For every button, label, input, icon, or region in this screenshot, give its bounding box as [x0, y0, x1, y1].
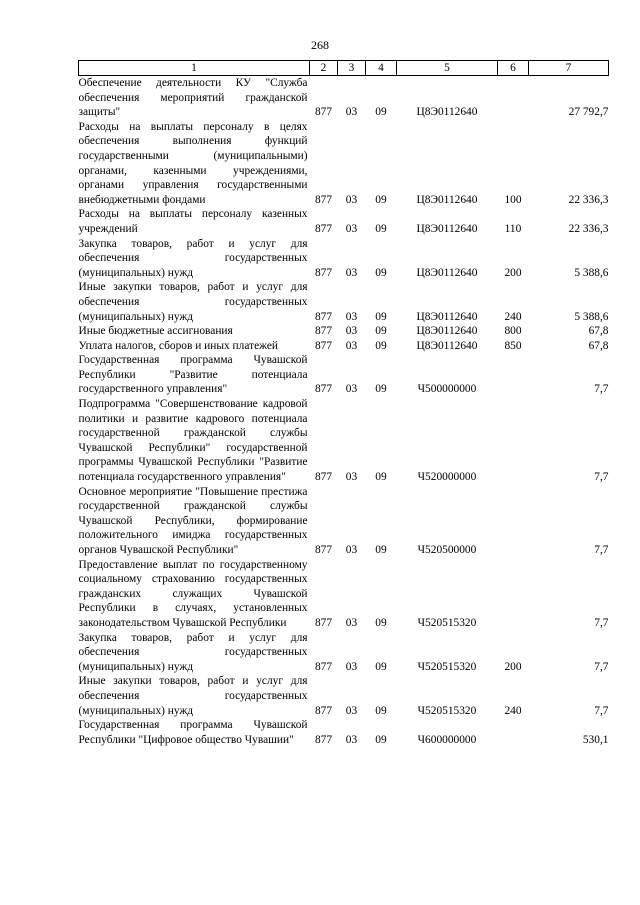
- row-ved-code: 877: [314, 471, 333, 484]
- row-target-article: Ч520000000: [417, 471, 477, 484]
- row-section-code: 03: [345, 616, 358, 629]
- row-subsection-code: 09: [375, 339, 387, 352]
- row-section-code: 03: [345, 383, 358, 396]
- table-header-row: [79, 61, 609, 76]
- header-col-1: 1: [79, 61, 310, 76]
- table-row: [79, 237, 609, 281]
- row-ved-code: 877: [314, 106, 333, 119]
- row-section-code: 03: [345, 544, 358, 556]
- row-target-article: Ч600000000: [417, 733, 477, 746]
- row-expense-type: 240: [504, 704, 522, 717]
- row-subsection-code: 09: [375, 616, 387, 629]
- page-number: 268: [311, 38, 329, 52]
- row-expense-type: [498, 558, 529, 631]
- row-expense-type: [498, 76, 529, 120]
- row-subsection-code: 09: [375, 544, 387, 556]
- budget-table: [78, 60, 609, 747]
- row-amount: 7,7: [594, 471, 609, 484]
- row-expense-type: [498, 485, 529, 558]
- row-target-article: Ц8Э0112640: [416, 193, 478, 206]
- row-ved-code: 877: [314, 310, 333, 323]
- row-target-article: Ц8Э0112640: [416, 106, 478, 119]
- row-amount: 530,1: [582, 733, 609, 746]
- row-target-article: Ц8Э0112640: [416, 339, 478, 352]
- header-col-2: 2: [310, 61, 338, 76]
- row-target-article: Ч520500000: [417, 544, 477, 556]
- row-amount: 22 336,3: [568, 193, 609, 206]
- row-amount: 7,7: [594, 383, 609, 396]
- row-section-code: 03: [345, 704, 358, 717]
- table-row: [79, 485, 609, 558]
- row-amount: 5 388,6: [574, 266, 609, 279]
- row-target-article: Ч520515320: [417, 660, 477, 673]
- row-target-article: Ц8Э0112640: [416, 325, 478, 338]
- row-subsection-code: 09: [375, 325, 387, 338]
- header-col-4: 4: [366, 61, 397, 76]
- row-ved-code: 877: [314, 266, 333, 279]
- row-name: Подпрограмма "Совершенствование кадровой политики и развитие кадрового потенциала государственной гражданской службы Чувашской Республики" государственной программы Чувашской Республики "Развитие потенциала государственного управления": [78, 398, 308, 484]
- table-row: [79, 631, 609, 675]
- row-expense-type: [498, 397, 529, 485]
- row-name: Обеспечение деятельности КУ "Служба обеспечения мероприятий гражданской защиты": [78, 77, 308, 119]
- table-row: [79, 397, 609, 485]
- row-subsection-code: 09: [375, 704, 387, 717]
- row-expense-type: 200: [504, 660, 522, 673]
- table-row: [79, 76, 609, 120]
- row-ved-code: 877: [314, 325, 333, 338]
- row-subsection-code: 09: [375, 310, 387, 323]
- row-ved-code: 877: [314, 222, 333, 235]
- row-name: Государственная программа Чувашской Республики "Цифровое общество Чувашии": [78, 719, 308, 746]
- table-row: [79, 207, 609, 236]
- row-amount: 7,7: [594, 660, 609, 673]
- row-target-article: Ц8Э0112640: [416, 222, 478, 235]
- row-ved-code: 877: [314, 544, 333, 556]
- row-name: Иные закупки товаров, работ и услуг для обеспечения государственных (муниципальных) нужд: [78, 675, 308, 717]
- table-row: [79, 353, 609, 397]
- row-expense-type: 200: [504, 266, 522, 279]
- row-section-code: 03: [345, 339, 358, 352]
- row-target-article: Ч520515320: [417, 616, 477, 629]
- row-name: Иные бюджетные ассигнования: [78, 325, 233, 338]
- row-amount: 67,8: [588, 325, 609, 338]
- row-ved-code: 877: [314, 193, 333, 206]
- row-amount: 5 388,6: [574, 310, 609, 323]
- row-name: Закупка товаров, работ и услуг для обеспечения государственных (муниципальных) нужд: [78, 631, 308, 673]
- header-col-7: 7: [529, 61, 609, 76]
- table-row: [79, 120, 609, 208]
- row-name: Расходы на выплаты персоналу в целях обеспечения выполнения функций государственными (муниципальными) органами, казенными учреждениями, органами управления государственными внебюджетными фондами: [78, 120, 308, 206]
- row-ved-code: 877: [314, 733, 333, 746]
- row-name: Уплата налогов, сборов и иных платежей: [78, 339, 278, 352]
- row-ved-code: 877: [314, 660, 333, 673]
- row-target-article: Ч500000000: [417, 383, 477, 396]
- row-amount: 7,7: [594, 704, 609, 717]
- row-section-code: 03: [345, 471, 358, 484]
- row-expense-type: 800: [504, 325, 522, 338]
- row-expense-type: 850: [504, 339, 522, 352]
- row-subsection-code: 09: [375, 471, 387, 484]
- row-ved-code: 877: [314, 616, 333, 629]
- row-section-code: 03: [345, 733, 358, 746]
- row-ved-code: 877: [314, 704, 333, 717]
- row-target-article: Ц8Э0112640: [416, 266, 478, 279]
- row-amount: 27 792,7: [568, 106, 609, 119]
- table-row: [79, 718, 609, 747]
- table-row: [79, 324, 609, 339]
- row-subsection-code: 09: [375, 383, 387, 396]
- row-name: Закупка товаров, работ и услуг для обеспечения государственных (муниципальных) нужд: [78, 237, 308, 279]
- header-col-5: 5: [397, 61, 498, 76]
- row-section-code: 03: [345, 106, 358, 119]
- header-col-6: 6: [498, 61, 529, 76]
- row-section-code: 03: [345, 660, 358, 673]
- row-target-article: Ц8Э0112640: [416, 310, 478, 323]
- table-row: [79, 674, 609, 718]
- row-name: Иные закупки товаров, работ и услуг для обеспечения государственных (муниципальных) нужд: [78, 281, 308, 323]
- row-subsection-code: 09: [375, 193, 387, 206]
- row-ved-code: 877: [314, 339, 333, 352]
- row-subsection-code: 09: [375, 106, 387, 119]
- row-expense-type: [498, 718, 529, 747]
- row-section-code: 03: [345, 222, 358, 235]
- row-amount: 22 336,3: [568, 222, 609, 235]
- table-row: [79, 558, 609, 631]
- row-section-code: 03: [345, 325, 358, 338]
- row-amount: 7,7: [594, 616, 609, 629]
- row-amount: 7,7: [594, 544, 609, 556]
- row-name: Основное мероприятие "Повышение престижа государственной гражданской службы Чувашской Республики, формирование положительного имиджа государственных органов Чувашской Республики": [78, 485, 308, 556]
- row-subsection-code: 09: [375, 733, 387, 746]
- row-subsection-code: 09: [375, 660, 387, 673]
- row-name: Государственная программа Чувашской Республики "Развитие потенциала государственного управления": [78, 354, 308, 396]
- row-subsection-code: 09: [375, 222, 387, 235]
- row-target-article: Ч520515320: [417, 704, 477, 717]
- row-expense-type: 240: [504, 310, 522, 323]
- row-section-code: 03: [345, 266, 358, 279]
- row-subsection-code: 09: [375, 266, 387, 279]
- row-section-code: 03: [345, 310, 358, 323]
- row-expense-type: 110: [504, 222, 522, 235]
- table-row: [79, 339, 609, 354]
- row-name: Предоставление выплат по государственному социальному страхованию государственных гражданских служащих Чувашской Республики в случаях, установленных законодательством Чувашской Республики: [78, 558, 308, 629]
- table-row: [79, 280, 609, 324]
- row-name: Расходы на выплаты персоналу казенных учреждений: [78, 208, 308, 235]
- row-amount: 67,8: [588, 339, 609, 352]
- row-section-code: 03: [345, 193, 358, 206]
- row-ved-code: 877: [314, 383, 333, 396]
- header-col-3: 3: [338, 61, 366, 76]
- row-expense-type: [498, 353, 529, 397]
- row-expense-type: 100: [504, 193, 522, 206]
